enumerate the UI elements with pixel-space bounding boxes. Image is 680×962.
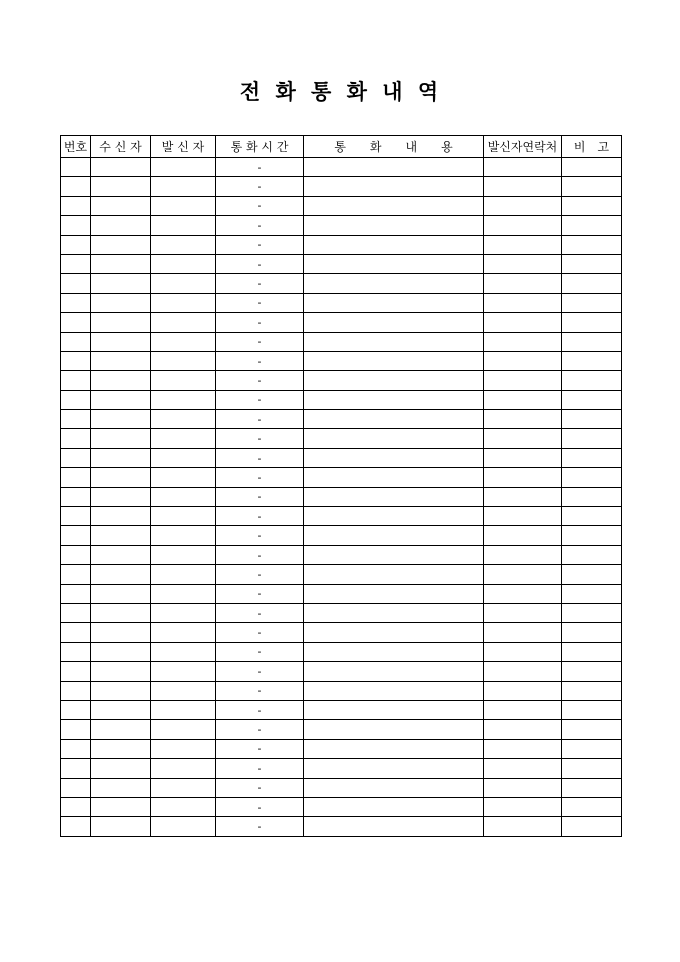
cell-caller [151,681,216,700]
cell-receiver [91,410,151,429]
table-row [61,216,622,235]
cell-number [61,371,91,390]
cell-caller [151,662,216,681]
cell-caller [151,487,216,506]
cell-remarks [562,565,622,584]
cell-call-content [304,720,484,739]
table-row [61,797,622,816]
cell-call-content [304,739,484,758]
cell-caller [151,196,216,215]
cell-number [61,526,91,545]
cell-call-time: - [216,158,304,177]
cell-number [61,216,91,235]
cell-number [61,681,91,700]
cell-receiver [91,371,151,390]
cell-caller [151,390,216,409]
cell-caller-contact [484,662,562,681]
cell-call-time: - [216,565,304,584]
cell-caller-contact [484,603,562,622]
table-row [61,468,622,487]
cell-number [61,429,91,448]
cell-call-time: - [216,545,304,564]
cell-remarks [562,274,622,293]
cell-remarks [562,254,622,273]
cell-call-content [304,797,484,816]
cell-receiver [91,468,151,487]
cell-remarks [562,700,622,719]
cell-caller [151,526,216,545]
table-row [61,545,622,564]
table-row [61,662,622,681]
cell-caller [151,565,216,584]
cell-call-content [304,545,484,564]
cell-call-time: - [216,739,304,758]
cell-caller [151,720,216,739]
cell-call-time: - [216,332,304,351]
cell-receiver [91,448,151,467]
cell-number [61,410,91,429]
header-row [61,136,622,158]
table-row [61,526,622,545]
cell-remarks [562,778,622,797]
cell-caller-contact [484,254,562,273]
cell-caller [151,739,216,758]
cell-receiver [91,720,151,739]
cell-caller-contact [484,778,562,797]
cell-remarks [562,487,622,506]
cell-number [61,390,91,409]
cell-receiver [91,429,151,448]
cell-call-content [304,216,484,235]
header-call-time: 통 화 시 간 [216,136,304,158]
cell-remarks [562,177,622,196]
cell-receiver [91,759,151,778]
cell-call-time: - [216,313,304,332]
cell-caller-contact [484,720,562,739]
table-row [61,254,622,273]
cell-remarks [562,623,622,642]
cell-caller-contact [484,817,562,836]
table-row [61,274,622,293]
table-row [61,642,622,661]
table-row [61,623,622,642]
cell-number [61,759,91,778]
cell-call-content [304,817,484,836]
cell-caller [151,177,216,196]
header-caller-contact: 발신자연락처 [484,136,562,158]
table-row [61,817,622,836]
cell-caller-contact [484,177,562,196]
cell-receiver [91,332,151,351]
cell-call-time: - [216,642,304,661]
table-row [61,739,622,758]
cell-caller-contact [484,642,562,661]
cell-remarks [562,332,622,351]
table-row [61,584,622,603]
cell-remarks [562,681,622,700]
cell-remarks [562,817,622,836]
cell-call-content [304,565,484,584]
table-row [61,390,622,409]
cell-receiver [91,293,151,312]
call-log-body [61,158,622,837]
cell-caller [151,545,216,564]
cell-call-content [304,293,484,312]
table-row [61,158,622,177]
table-row [61,507,622,526]
cell-caller-contact [484,235,562,254]
cell-call-content [304,410,484,429]
cell-call-time: - [216,448,304,467]
cell-number [61,739,91,758]
cell-caller-contact [484,274,562,293]
table-row [61,196,622,215]
cell-number [61,565,91,584]
cell-caller [151,759,216,778]
cell-caller [151,817,216,836]
cell-caller [151,158,216,177]
cell-receiver [91,584,151,603]
cell-call-content [304,332,484,351]
table-row [61,177,622,196]
cell-call-content [304,274,484,293]
cell-receiver [91,662,151,681]
table-row [61,313,622,332]
cell-remarks [562,429,622,448]
cell-caller-contact [484,739,562,758]
cell-call-content [304,526,484,545]
cell-remarks [562,797,622,816]
table-row [61,448,622,467]
cell-call-time: - [216,274,304,293]
cell-number [61,817,91,836]
cell-number [61,351,91,370]
cell-call-time: - [216,390,304,409]
cell-call-content [304,448,484,467]
cell-remarks [562,642,622,661]
cell-remarks [562,293,622,312]
cell-receiver [91,390,151,409]
cell-receiver [91,797,151,816]
cell-call-content [304,681,484,700]
table-row [61,778,622,797]
cell-remarks [562,507,622,526]
cell-receiver [91,235,151,254]
cell-remarks [562,759,622,778]
cell-call-time: - [216,623,304,642]
cell-caller-contact [484,681,562,700]
cell-number [61,254,91,273]
cell-call-time: - [216,507,304,526]
table-row [61,351,622,370]
cell-caller [151,507,216,526]
cell-remarks [562,216,622,235]
cell-caller-contact [484,158,562,177]
cell-receiver [91,254,151,273]
cell-caller [151,603,216,622]
cell-remarks [562,545,622,564]
cell-remarks [562,351,622,370]
cell-call-time: - [216,817,304,836]
cell-call-content [304,487,484,506]
call-log-table [60,135,622,837]
cell-receiver [91,274,151,293]
cell-call-time: - [216,351,304,370]
cell-receiver [91,817,151,836]
cell-receiver [91,603,151,622]
cell-caller-contact [484,351,562,370]
cell-number [61,313,91,332]
cell-call-content [304,158,484,177]
cell-caller-contact [484,429,562,448]
cell-receiver [91,507,151,526]
cell-caller-contact [484,797,562,816]
table-row [61,700,622,719]
cell-caller-contact [484,293,562,312]
cell-receiver [91,545,151,564]
cell-receiver [91,526,151,545]
cell-caller-contact [484,448,562,467]
cell-receiver [91,565,151,584]
cell-remarks [562,410,622,429]
cell-number [61,623,91,642]
table-row [61,720,622,739]
cell-call-time: - [216,177,304,196]
table-row [61,681,622,700]
header-caller: 발 신 자 [151,136,216,158]
cell-receiver [91,158,151,177]
cell-caller [151,410,216,429]
cell-caller-contact [484,216,562,235]
cell-number [61,662,91,681]
cell-call-content [304,778,484,797]
cell-call-time: - [216,487,304,506]
cell-caller [151,448,216,467]
cell-number [61,642,91,661]
cell-caller [151,468,216,487]
cell-caller [151,700,216,719]
cell-receiver [91,700,151,719]
cell-call-time: - [216,681,304,700]
cell-caller [151,351,216,370]
cell-receiver [91,778,151,797]
cell-call-content [304,468,484,487]
cell-remarks [562,235,622,254]
cell-receiver [91,351,151,370]
header-number: 번호 [61,136,91,158]
cell-call-content [304,390,484,409]
cell-call-time: - [216,603,304,622]
cell-remarks [562,584,622,603]
cell-receiver [91,487,151,506]
cell-call-time: - [216,410,304,429]
cell-call-content [304,642,484,661]
cell-caller [151,623,216,642]
cell-receiver [91,623,151,642]
cell-caller-contact [484,545,562,564]
cell-caller-contact [484,468,562,487]
cell-caller [151,642,216,661]
cell-call-time: - [216,216,304,235]
cell-caller [151,778,216,797]
cell-call-content [304,603,484,622]
cell-number [61,177,91,196]
cell-caller-contact [484,371,562,390]
cell-number [61,778,91,797]
cell-caller-contact [484,390,562,409]
cell-caller-contact [484,700,562,719]
cell-caller [151,274,216,293]
cell-remarks [562,662,622,681]
cell-call-content [304,584,484,603]
cell-number [61,720,91,739]
table-row [61,429,622,448]
cell-number [61,700,91,719]
cell-call-time: - [216,526,304,545]
header-remarks: 비 고 [562,136,622,158]
cell-number [61,235,91,254]
cell-caller-contact [484,410,562,429]
cell-call-content [304,235,484,254]
cell-caller [151,429,216,448]
cell-number [61,584,91,603]
cell-caller-contact [484,487,562,506]
table-row [61,759,622,778]
cell-caller [151,332,216,351]
cell-caller [151,293,216,312]
cell-call-time: - [216,797,304,816]
header-call-content: 통 화 내 용 [304,136,484,158]
cell-caller [151,797,216,816]
cell-number [61,158,91,177]
cell-remarks [562,390,622,409]
cell-call-time: - [216,759,304,778]
cell-number [61,797,91,816]
cell-call-time: - [216,235,304,254]
cell-caller [151,371,216,390]
cell-remarks [562,371,622,390]
header-receiver: 수 신 자 [91,136,151,158]
cell-call-time: - [216,662,304,681]
cell-call-time: - [216,584,304,603]
cell-remarks [562,313,622,332]
cell-caller-contact [484,196,562,215]
cell-number [61,293,91,312]
cell-call-time: - [216,196,304,215]
cell-call-content [304,254,484,273]
cell-receiver [91,313,151,332]
cell-remarks [562,158,622,177]
cell-number [61,448,91,467]
cell-call-time: - [216,371,304,390]
cell-call-content [304,371,484,390]
cell-number [61,274,91,293]
cell-call-content [304,313,484,332]
cell-call-content [304,623,484,642]
cell-caller-contact [484,507,562,526]
cell-remarks [562,603,622,622]
cell-remarks [562,448,622,467]
cell-call-time: - [216,700,304,719]
table-row [61,487,622,506]
cell-caller [151,216,216,235]
cell-caller [151,313,216,332]
cell-call-content [304,759,484,778]
cell-receiver [91,196,151,215]
cell-caller [151,235,216,254]
table-row [61,293,622,312]
cell-call-time: - [216,778,304,797]
cell-number [61,487,91,506]
table-row [61,410,622,429]
cell-number [61,196,91,215]
cell-number [61,545,91,564]
cell-call-time: - [216,429,304,448]
cell-caller-contact [484,759,562,778]
cell-receiver [91,681,151,700]
cell-caller [151,584,216,603]
cell-call-content [304,196,484,215]
cell-caller-contact [484,332,562,351]
cell-call-time: - [216,468,304,487]
cell-caller-contact [484,584,562,603]
cell-call-content [304,700,484,719]
cell-remarks [562,739,622,758]
cell-receiver [91,177,151,196]
table-row [61,332,622,351]
cell-caller-contact [484,565,562,584]
cell-remarks [562,526,622,545]
document-title: 전 화 통 화 내 역 [239,79,441,104]
cell-remarks [562,720,622,739]
cell-call-content [304,662,484,681]
cell-caller-contact [484,526,562,545]
table-row [61,565,622,584]
table-row [61,235,622,254]
cell-call-content [304,351,484,370]
cell-number [61,332,91,351]
table-row [61,371,622,390]
cell-caller [151,254,216,273]
cell-number [61,603,91,622]
cell-remarks [562,196,622,215]
cell-call-content [304,507,484,526]
cell-call-content [304,177,484,196]
cell-call-content [304,429,484,448]
cell-call-time: - [216,293,304,312]
cell-caller-contact [484,313,562,332]
cell-receiver [91,642,151,661]
cell-receiver [91,739,151,758]
cell-remarks [562,468,622,487]
table-row [61,603,622,622]
cell-call-time: - [216,720,304,739]
cell-receiver [91,216,151,235]
cell-number [61,507,91,526]
cell-caller-contact [484,623,562,642]
cell-number [61,468,91,487]
cell-call-time: - [216,254,304,273]
